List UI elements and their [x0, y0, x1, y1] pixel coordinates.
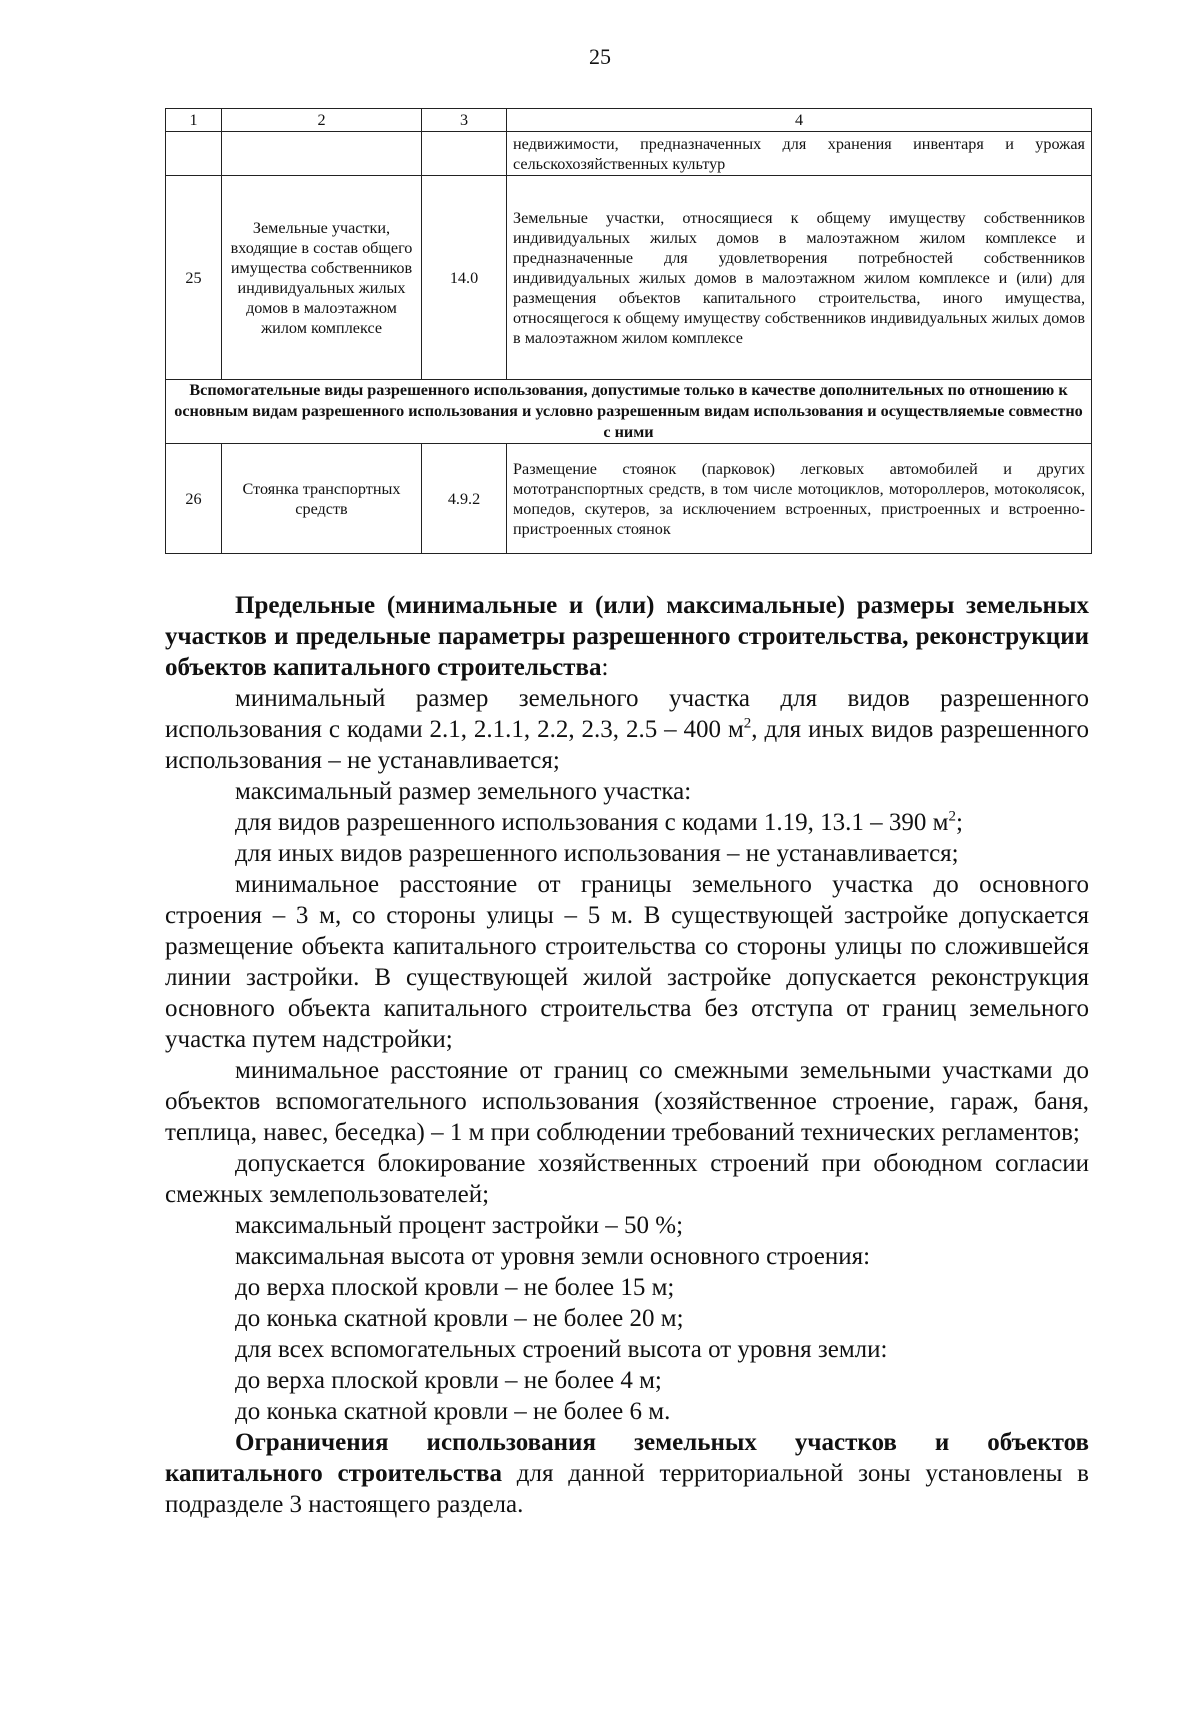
- paragraph-text: для данной территориальной зоны установлены в подразделе 3 настоящего раздела.: [165, 1460, 1089, 1518]
- paragraph: максимальный размер земельного участка:: [235, 778, 692, 805]
- parameters-heading: [165, 590, 1089, 683]
- use-code-cell: 14.0: [422, 176, 507, 380]
- superscript: 2: [948, 808, 957, 825]
- paragraph: до верха плоской кровли – не более 15 м;: [235, 1274, 675, 1301]
- row-number: 26: [166, 444, 222, 554]
- use-description-cell: Земельные участки, относящиеся к общему имуществу собственников индивидуальных жилых домов в малоэтажном жилом комплексе и предназначенные для удовлетворения потребностей собственников индивидуальных жилых домов в малоэтажном жилом комплексе и (или) для размещения объектов капитального строительства, иного имущества, относящегося к общему имуществу собственников индивидуальных жилых домов в малоэтажном жилом комплексе: [507, 176, 1092, 380]
- paragraph: минимальное расстояние от границы земельного участка до основного строения – 3 м, со стороны улицы – 5 м. В существующей застройке допускается размещение объекта капитального строительства со стороны улицы по сложившейся линии застройки. В существующей жилой застройке допускается реконструкция основного объекта капитального строительства без отступа от границ земельного участка путем надстройки;: [165, 871, 1089, 1053]
- section-heading: Вспомогательные виды разрешенного использования, допустимые только в качестве дополнительных по отношению к основным видам разрешенного использования и условно разрешенным видам использования и осуществляемые совместно с ними: [166, 380, 1092, 444]
- parameters-heading-text: Предельные (минимальные и (или) максимальные) размеры земельных участков и предельные параметры разрешенного строительства, реконструкции объектов капитального строительства: [165, 592, 1089, 681]
- paragraph: для иных видов разрешенного использования – не устанавливается;: [235, 840, 959, 867]
- paragraph: до верха плоской кровли – не более 4 м;: [235, 1367, 662, 1394]
- use-code-cell: 4.9.2: [422, 444, 507, 554]
- paragraph: допускается блокирование хозяйственных строений при обоюдном согласии смежных землепользователей;: [165, 1150, 1089, 1208]
- paragraph-text: , для иных видов разрешенного использования – не устанавливается;: [165, 716, 1090, 774]
- paragraph: до конька скатной кровли – не более 20 м;: [235, 1305, 684, 1332]
- header-cell: 1: [166, 109, 222, 132]
- superscript: 2: [743, 715, 752, 732]
- restrictions-bold-text: Ограничения использования земельных участков и объектов капитального строительства: [165, 1429, 1089, 1487]
- row-number: 25: [166, 176, 222, 380]
- document-body: [165, 590, 1089, 1520]
- header-cell: 4: [507, 109, 1092, 132]
- permitted-use-table: [165, 108, 1092, 554]
- table-row: [166, 132, 1092, 176]
- paragraph: максимальная высота от уровня земли основного строения:: [235, 1243, 871, 1270]
- table-row-26: [166, 444, 1092, 554]
- use-name-cell: Стоянка транспортных средств: [222, 444, 422, 554]
- paragraph: минимальное расстояние от границ со смежными земельными участками до объектов вспомогательного использования (хозяйственное строение, гараж, баня, теплица, навес, беседка) – 1 м при соблюдении требований технических регламентов;: [165, 1057, 1089, 1146]
- paragraph: до конька скатной кровли – не более 6 м.: [235, 1398, 671, 1425]
- paragraph-text: ;: [956, 809, 963, 836]
- use-name-cell: Земельные участки, входящие в состав общего имущества собственников индивидуальных жилых домов в малоэтажном жилом комплексе: [222, 176, 422, 380]
- final-paragraph: [165, 1427, 1089, 1520]
- paragraph: максимальный процент застройки – 50 %;: [235, 1212, 684, 1239]
- paragraph: [165, 683, 1089, 776]
- table-section-heading-row: [166, 380, 1092, 444]
- paragraph-text: для видов разрешенного использования с кодами 1.19, 13.1 – 390 м: [235, 809, 949, 836]
- heading-colon: :: [601, 654, 609, 681]
- page-number: 25: [589, 44, 611, 69]
- table-header-row: [166, 109, 1092, 132]
- header-cell: 2: [222, 109, 422, 132]
- use-description-cell: Размещение стоянок (парковок) легковых автомобилей и других мототранспортных средств, в том числе мотоциклов, мотороллеров, мотоколясок, мопедов, скутеров, за исключением встроенных, пристроенных и встроенно-пристроенных стоянок: [507, 444, 1092, 554]
- table-row-25: [166, 176, 1092, 380]
- paragraph: [165, 807, 1089, 838]
- paragraph-text: минимальный размер земельного участка для видов разрешенного использования с кодами 2.1, 2.1.1, 2.2, 2.3, 2.5 – 400 м: [165, 685, 1089, 743]
- header-cell: 3: [422, 109, 507, 132]
- paragraph: для всех вспомогательных строений высота от уровня земли:: [235, 1336, 888, 1363]
- continuation-cell: недвижимости, предназначенных для хранения инвентаря и урожая сельскохозяйственных культур: [507, 132, 1092, 176]
